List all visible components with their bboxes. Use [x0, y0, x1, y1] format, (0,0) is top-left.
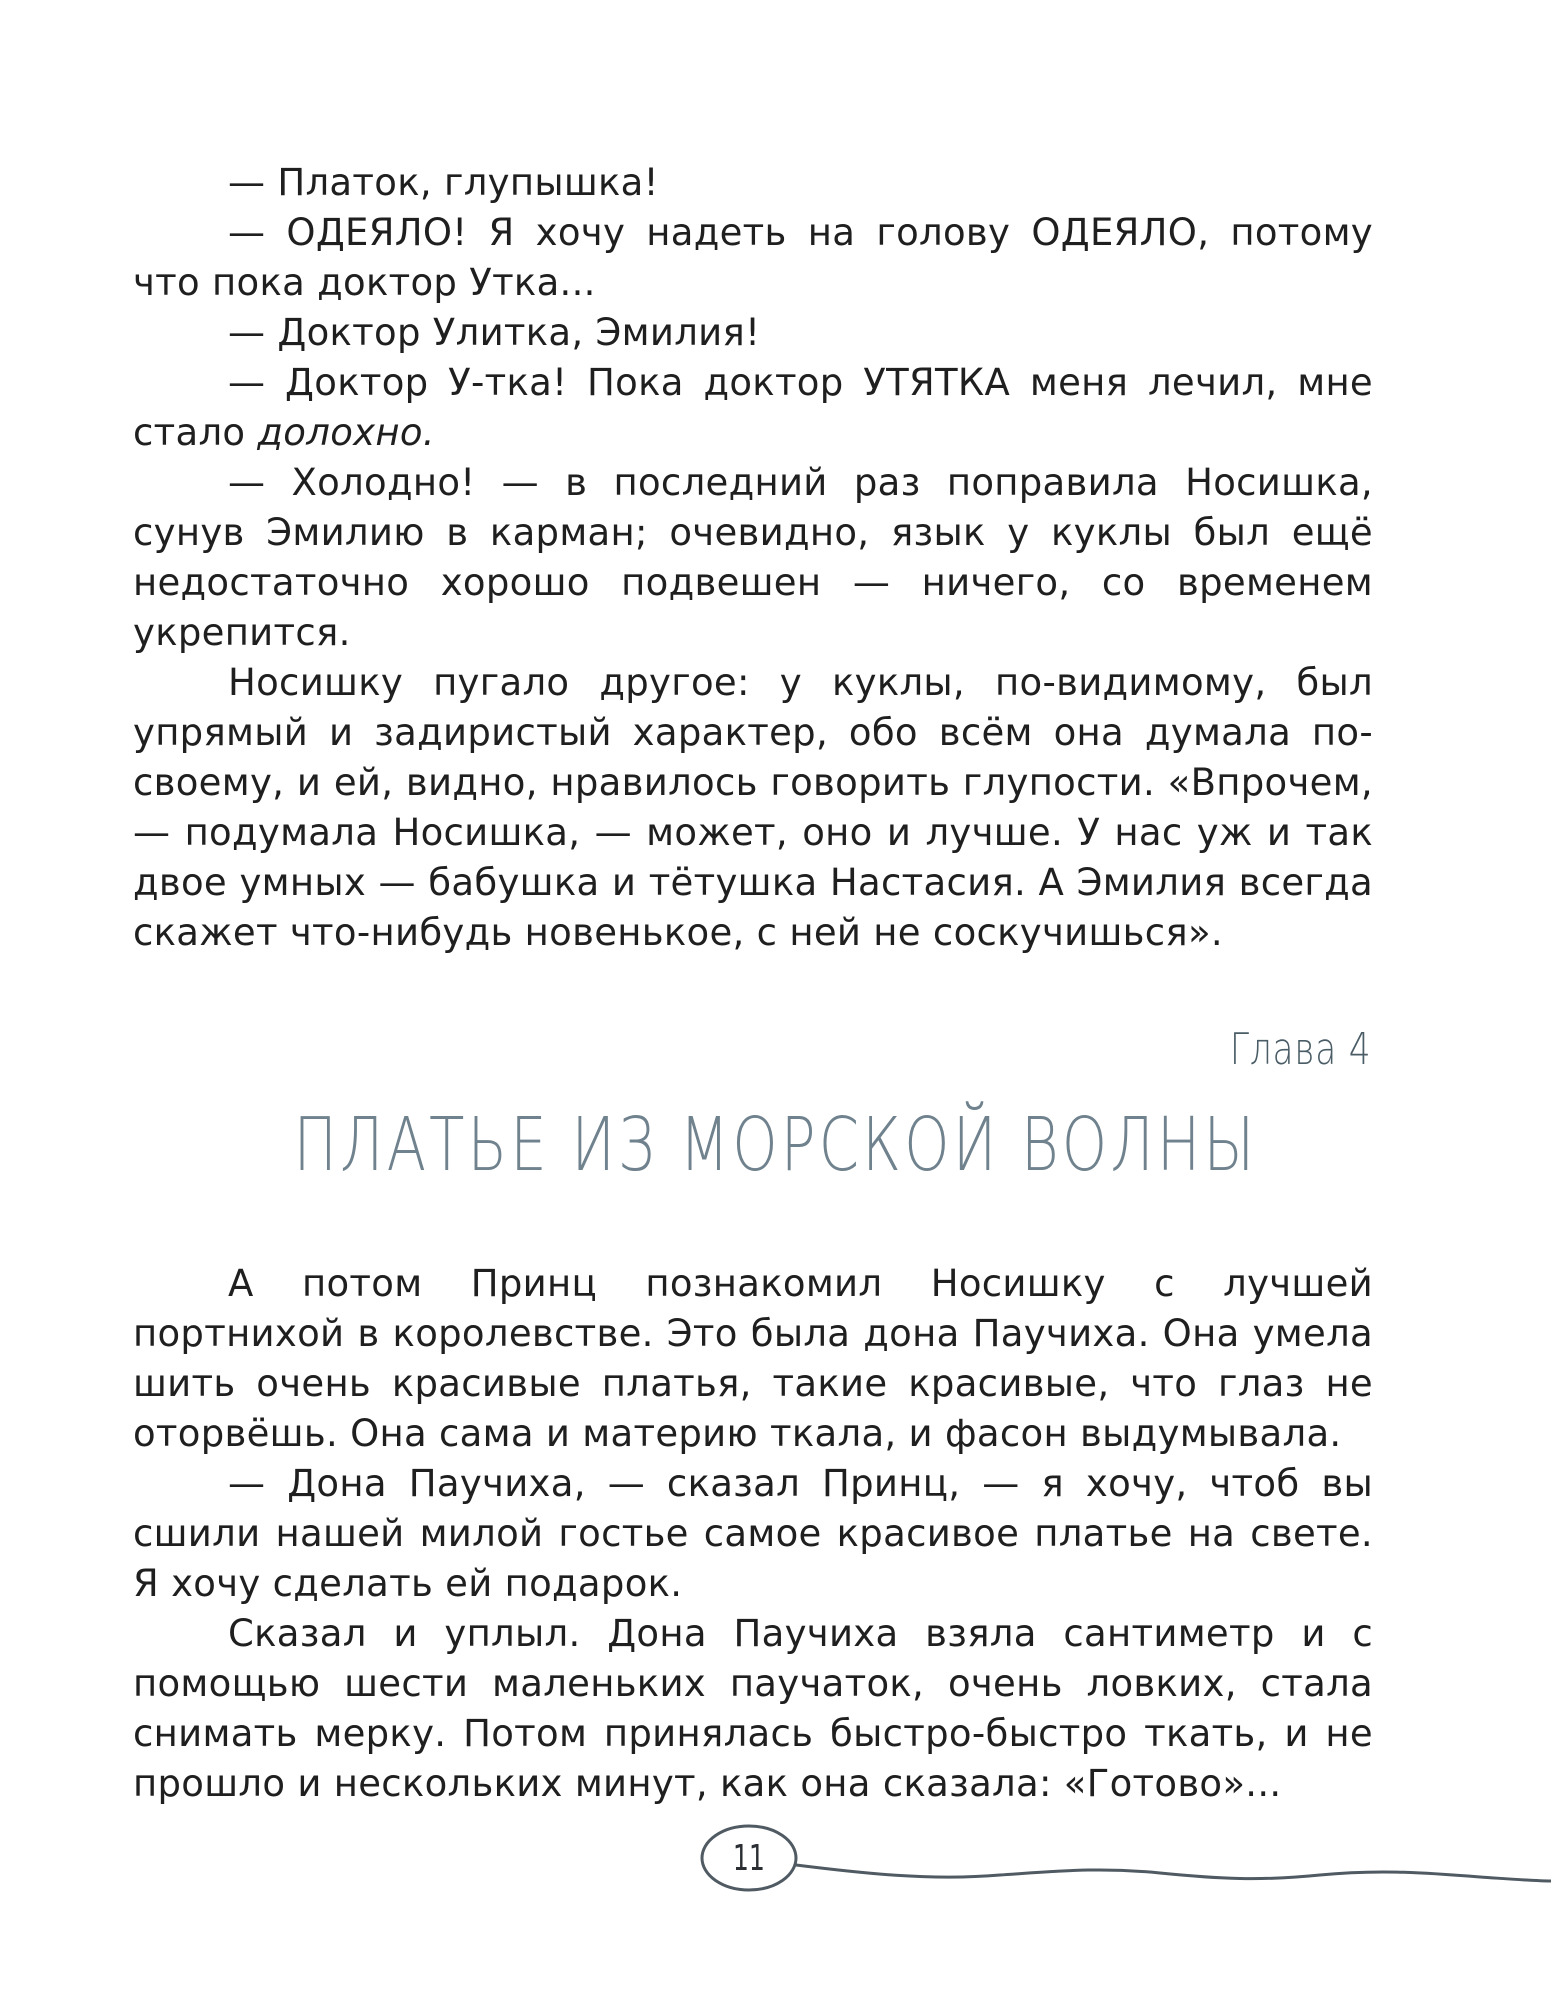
paragraph: Сказал и уплыл. Дона Паучиха взяла сантиметр и с помощью шести маленьких паучаток, очень ловких, стала снимать мерку. Потом принялась быстро-быстро ткать, и не прошло и нескольких минут, как она сказала: «Готово»...	[133, 1612, 1373, 1805]
paragraph: А потом Принц познакомил Носишку с лучшей портнихой в королевстве. Это была дона Паучиха. Она умела шить очень красивые платья, такие красивые, что глаз не оторвёшь. Она сама и материю ткала, и фасон выдумывала.	[133, 1262, 1373, 1455]
bottom-text-block	[133, 1259, 1373, 1809]
page-number-text: 11	[732, 1837, 766, 1879]
chapter-title: ПЛАТЬЕ ИЗ МОРСКОЙ ВОЛНЫ	[293, 1102, 1258, 1188]
paragraph-text: — Доктор У-тка! Пока доктор УТЯТКА меня лечил, мне стало	[133, 361, 1373, 454]
paragraph: — ОДЕЯЛО! Я хочу надеть на голову ОДЕЯЛО, потому что пока доктор Утка...	[133, 211, 1373, 304]
paragraph: — Дона Паучиха, — сказал Принц, — я хочу, чтоб вы сшили нашей милой гостье самое красивое платье на свете. Я хочу сделать ей подарок.	[133, 1462, 1373, 1605]
top-text-block	[133, 158, 1373, 958]
page-footer	[0, 1815, 1551, 1935]
paragraph: — Холодно! — в последний раз поправила Носишка, сунув Эмилию в карман; очевидно, язык у куклы был ещё недостаточно хорошо подвешен — ничего, со временем укрепится.	[133, 461, 1373, 654]
page-number	[704, 1827, 794, 1889]
paragraph: Носишку пугало другое: у куклы, по-видимому, был упрямый и задиристый характер, обо всём она думала по-своему, и ей, видно, нравилось говорить глупости. «Впрочем, — подумала Носишка, — может, оно и лучше. У нас уж и так двое умных — бабушка и тётушка Настасия. А Эмилия всегда скажет что-нибудь новенькое, с ней не соскучишься».	[133, 661, 1373, 954]
paragraph	[133, 358, 1373, 458]
chapter-label: Глава 4	[1229, 1024, 1371, 1075]
paragraph: — Платок, глупышка!	[228, 161, 659, 204]
paragraph: — Доктор Улитка, Эмилия!	[228, 311, 761, 354]
italic-word: долохно.	[257, 411, 435, 454]
